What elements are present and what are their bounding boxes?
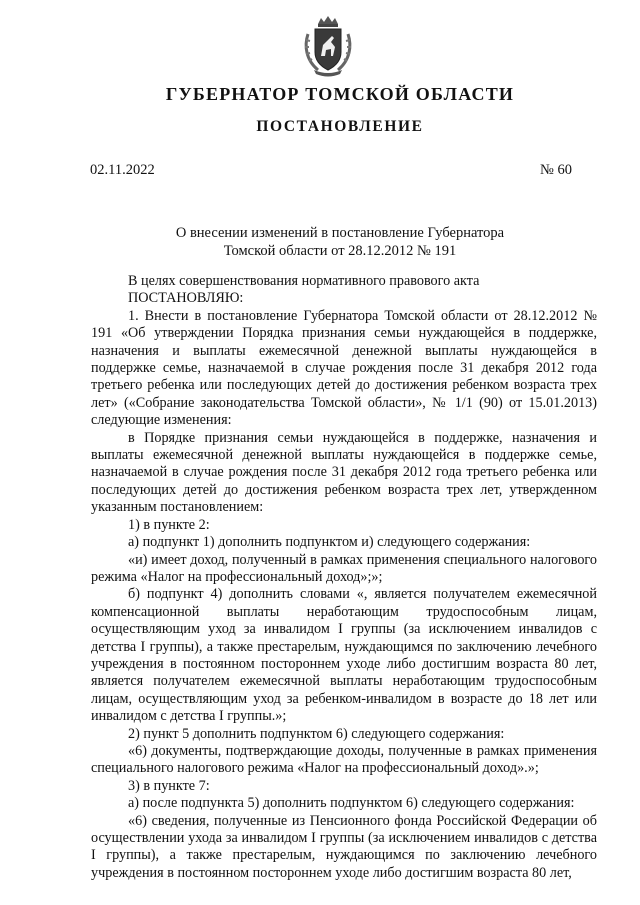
tomsk-coat-of-arms-icon: [300, 14, 356, 78]
item-3a: а) после подпункта 5) дополнить подпунктом 6) следующего содержания:: [128, 795, 575, 812]
document-body: [91, 273, 597, 882]
paragraph-order-intro: в Порядке признания семьи нуждающейся в поддержке, назначения и выплаты ежемесячной денежной выплаты нуждающейся в поддержке семье, назначаемой в случае рождения после 31 декабря 2012 года третьего ребенка или последующих детей до достижения ребенком возраста трех лет, утвержденном указанным постановлением:: [91, 429, 597, 516]
item-2-text: «6) документы, подтверждающие доходы, полученные в рамках применения специального налогового режима «Налог на профессиональный доход».»;: [91, 742, 597, 777]
item-1b: б) подпункт 4) дополнить словами «, является получателем ежемесячной компенсационной выплаты неработающим трудоспособным лицам, осуществляющим уход за инвалидом I группы (за исключением инвалидов с детства I группы), а также престарелым, нуждающимся по заключению лечебного учреждения в постоянном постороннем уходе либо достигшим возраста 80 лет, является получателем ежемесячной выплаты неработающим трудоспособным лицам, осуществляющим уход за ребенком-инвалидом в возрасте до 18 лет или инвалидом с детства I группы.»;: [91, 586, 597, 725]
paragraph-1: 1. Внести в постановление Губернатора Томской области от 28.12.2012 № 191 «Об утверждении Порядка признания семьи нуждающейся в поддержке, назначения и выплаты ежемесячной денежной выплаты нуждающейся в поддержке семье, назначаемой в случае рождения после 31 декабря 2012 года третьего ребенка или последующих детей до достижения ребенком возраста трех лет» («Собрание законодательства Томской области», № 1/1 (90) от 15.01.2013) следующие изменения:: [91, 307, 597, 429]
item-1a-text: «и) имеет доход, полученный в рамках применения специального налогового режима «Налог на профессиональный доход»;»;: [91, 551, 597, 585]
subject-line-1: О внесении изменений в постановление Губернатора: [175, 225, 505, 241]
subject-line-2: Томской области от 28.12.2012 № 191: [223, 242, 457, 259]
document-date: 02.11.2022: [90, 162, 155, 178]
document-type: ПОСТАНОВЛЕНИЕ: [256, 118, 424, 135]
item-1-heading: 1) в пункте 2:: [128, 516, 210, 533]
resolve-word: ПОСТАНОВЛЯЮ:: [128, 290, 244, 307]
document-subject: [160, 225, 520, 260]
document-number: № 60: [540, 162, 572, 178]
preamble: В целях совершенствования нормативного правового акта: [128, 273, 480, 289]
item-3-heading: 3) в пункте 7:: [128, 777, 210, 794]
issuing-authority: ГУБЕРНАТОР ТОМСКОЙ ОБЛАСТИ: [165, 84, 515, 104]
item-2: 2) пункт 5 дополнить подпунктом 6) следующего содержания:: [128, 725, 505, 742]
item-3a-text: «6) сведения, полученные из Пенсионного фонда Российской Федерации об осуществлении ухода за инвалидом I группы (за исключением инвалидов с детства I группы), а также престарелым, нуждающимся по заключению лечебного учреждения в постоянном постороннем уходе либо достигшим возраста 80 лет,: [91, 812, 597, 881]
item-1a: а) подпункт 1) дополнить подпунктом и) следующего содержания:: [128, 534, 531, 551]
